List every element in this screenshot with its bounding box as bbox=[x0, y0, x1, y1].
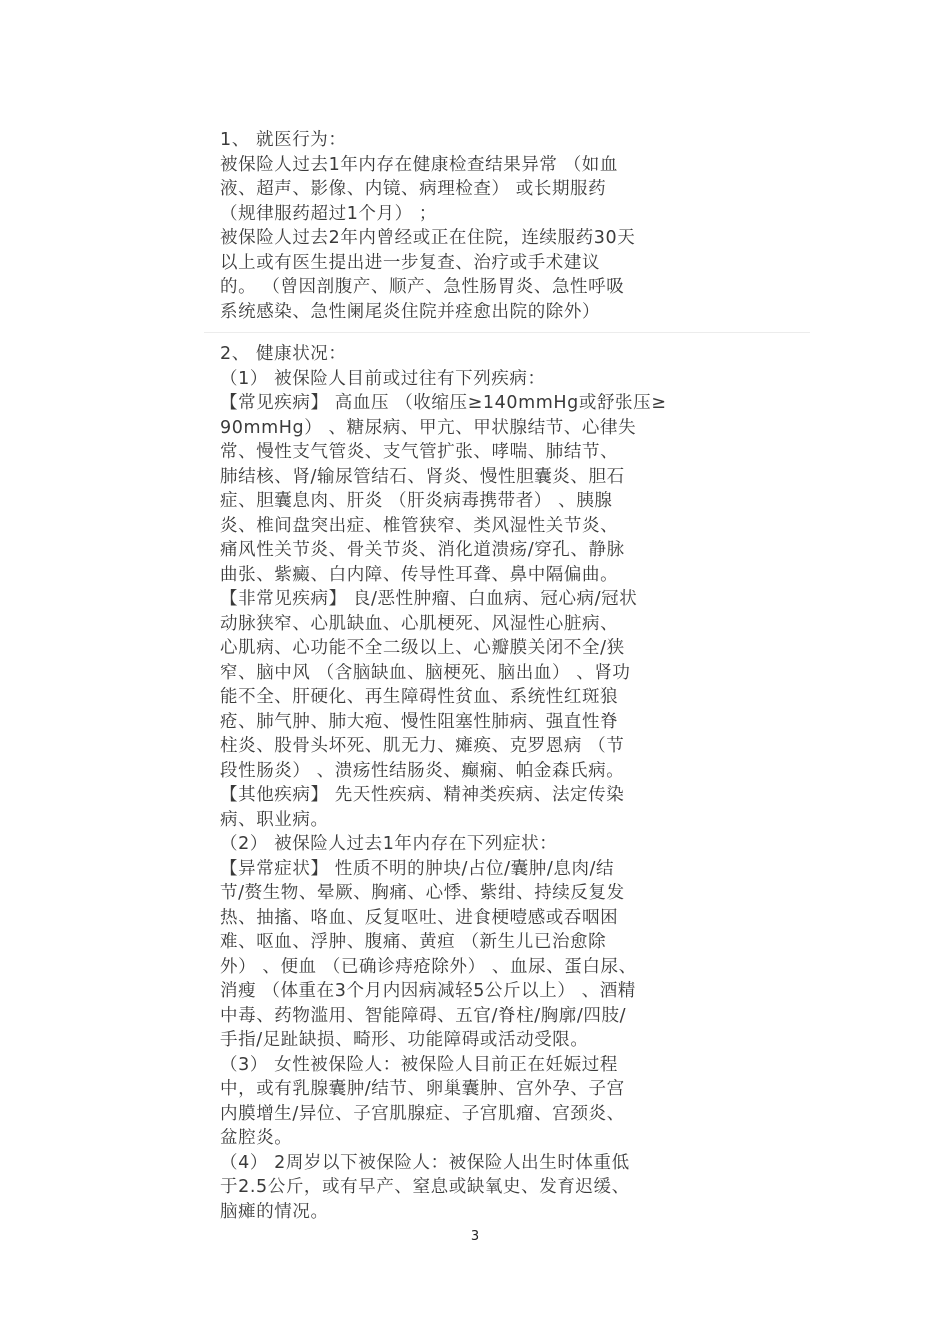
text-line: （2） 被保险人过去1年内存在下列症状： bbox=[220, 834, 558, 854]
text-line: 液、超声、影像、内镜、病理检查） 或长期服药 bbox=[220, 179, 607, 199]
text-line: 窄、脑中风 （含脑缺血、脑梗死、脑出血） 、肾功 bbox=[220, 662, 631, 683]
text-line: 柱炎、股骨头坏死、肌无力、瘫痪、克罗恩病 （节 bbox=[220, 736, 625, 756]
text-line: 的。 （曾因剖腹产、顺产、急性肠胃炎、急性呼吸 bbox=[220, 277, 625, 297]
section-health-status bbox=[220, 342, 790, 1224]
page-body bbox=[220, 128, 790, 1224]
text-line: 90mmHg） 、糖尿病、甲亢、甲状腺结节、心律失 bbox=[220, 417, 637, 438]
text-line: 节/赘生物、晕厥、胸痛、心悸、紫绀、持续反复发 bbox=[220, 883, 625, 903]
section-medical-behavior bbox=[220, 128, 790, 324]
text-line: 中毒、药物滥用、智能障碍、五官/脊柱/胸廓/四肢/ bbox=[220, 1005, 627, 1026]
text-line: 消瘦 （体重在3个月内因病减轻5公斤以上） 、酒精 bbox=[220, 981, 636, 1001]
text-line: 病、职业病。 bbox=[220, 809, 329, 830]
text-line: 被保险人过去2年内曾经或正在住院，连续服药30天 bbox=[220, 228, 636, 248]
text-line: 疮、肺气肿、肺大疱、慢性阻塞性肺病、强直性脊 bbox=[220, 711, 619, 732]
text-line: 系统感染、急性阑尾炎住院并痊愈出院的除外） bbox=[220, 301, 601, 322]
text-line: 被保险人过去1年内存在健康检查结果异常 （如血 bbox=[220, 154, 618, 175]
text-line: 热、抽搐、咯血、反复呕吐、进食梗噎感或吞咽困 bbox=[220, 907, 619, 928]
text-line: 于2.5公斤，或有早产、窒息或缺氧史、发育迟缓、 bbox=[220, 1177, 630, 1197]
text-line: 【非常见疾病】 良/恶性肿瘤、白血病、冠心病/冠状 bbox=[220, 589, 638, 609]
text-line: 2、 健康状况： bbox=[220, 344, 347, 364]
text-line: 【常见疾病】 高血压 （收缩压≥140mmHg或舒张压≥ bbox=[220, 393, 667, 413]
text-line: 常、慢性支气管炎、支气管扩张、哮喘、肺结节、 bbox=[220, 442, 619, 462]
text-line: （1） 被保险人目前或过往有下列疾病： bbox=[220, 368, 546, 389]
text-line: 【其他疾病】 先天性疾病、精神类疾病、法定传染 bbox=[220, 785, 625, 805]
text-line: 炎、椎间盘突出症、椎管狭窄、类风湿性关节炎、 bbox=[220, 515, 619, 536]
text-line: 症、胆囊息肉、肝炎 （肝炎病毒携带者） 、胰腺 bbox=[220, 491, 613, 511]
text-line: 外） 、便血 （已确诊痔疮除外） 、血尿、蛋白尿、 bbox=[220, 956, 637, 977]
text-line: 心肌病、心功能不全二级以上、心瓣膜关闭不全/狭 bbox=[220, 638, 625, 658]
text-line: 肺结核、肾/输尿管结石、肾炎、慢性胆囊炎、胆石 bbox=[220, 466, 625, 487]
text-line: 手指/足趾缺损、畸形、功能障碍或活动受限。 bbox=[220, 1030, 589, 1050]
text-line: 难、呕血、浮肿、腹痛、黄疸 （新生儿已治愈除 bbox=[220, 932, 607, 952]
text-line: （4） 2周岁以下被保险人：被保险人出生时体重低 bbox=[220, 1152, 630, 1173]
text-line: （规律服药超过1个月） ； bbox=[220, 203, 437, 224]
section-divider bbox=[204, 332, 810, 333]
page-number: 3 bbox=[470, 1229, 480, 1244]
text-line: 以上或有医生提出进一步复查、治疗或手术建议 bbox=[220, 252, 601, 273]
text-line: 能不全、肝硬化、再生障碍性贫血、系统性红斑狼 bbox=[220, 687, 619, 707]
text-line: 段性肠炎） 、溃疡性结肠炎、癫痫、帕金森氏病。 bbox=[220, 760, 625, 781]
text-line: 盆腔炎。 bbox=[220, 1128, 293, 1148]
text-line: 【异常症状】 性质不明的肿块/占位/囊肿/息肉/结 bbox=[220, 858, 615, 879]
text-line: 痛风性关节炎、骨关节炎、消化道溃疡/穿孔、静脉 bbox=[220, 540, 625, 560]
text-line: 脑瘫的情况。 bbox=[220, 1201, 329, 1222]
text-line: 中，或有乳腺囊肿/结节、卵巢囊肿、宫外孕、子宫 bbox=[220, 1079, 625, 1099]
text-line: 1、 就医行为： bbox=[220, 130, 347, 150]
text-line: 内膜增生/异位、子宫肌腺症、子宫肌瘤、宫颈炎、 bbox=[220, 1103, 625, 1124]
text-line: （3） 女性被保险人：被保险人目前正在妊娠过程 bbox=[220, 1054, 618, 1075]
text-line: 动脉狭窄、心肌缺血、心肌梗死、风湿性心脏病、 bbox=[220, 613, 619, 634]
text-line: 曲张、紫癜、白内障、传导性耳聋、鼻中隔偏曲。 bbox=[220, 564, 619, 585]
